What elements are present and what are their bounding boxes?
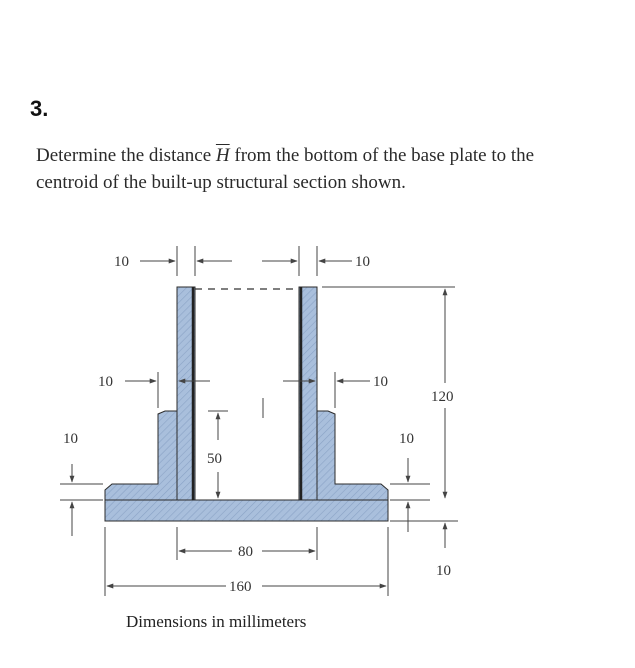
left-angle [105, 411, 177, 500]
label-angle-thickness-left: 10 [98, 374, 113, 390]
label-angle-leg-left: 10 [63, 431, 78, 447]
question-number: 3. [30, 96, 49, 121]
label-web-thickness-right-top: 10 [355, 254, 370, 270]
label-inner-height: 50 [207, 451, 222, 467]
figure-caption: Dimensions in millimeters [126, 612, 307, 631]
h-bar-symbol: $\overline{H}$ [215, 145, 230, 166]
label-angle-leg-right: 10 [399, 431, 414, 447]
label-height-total: 120 [431, 389, 454, 405]
label-angle-thickness-right: 10 [373, 374, 388, 390]
label-plate-thickness: 10 [436, 563, 451, 579]
question-text-end: from the bottom of the base plate to the centroid of the built-up structural section shown. [36, 145, 535, 193]
label-plate-width: 160 [229, 579, 252, 595]
base-plate [105, 500, 388, 521]
label-inner-width: 80 [238, 544, 253, 560]
label-web-thickness-left-top: 10 [114, 254, 129, 270]
right-angle [317, 411, 388, 500]
question-text-start: Determine the distance [36, 145, 216, 166]
